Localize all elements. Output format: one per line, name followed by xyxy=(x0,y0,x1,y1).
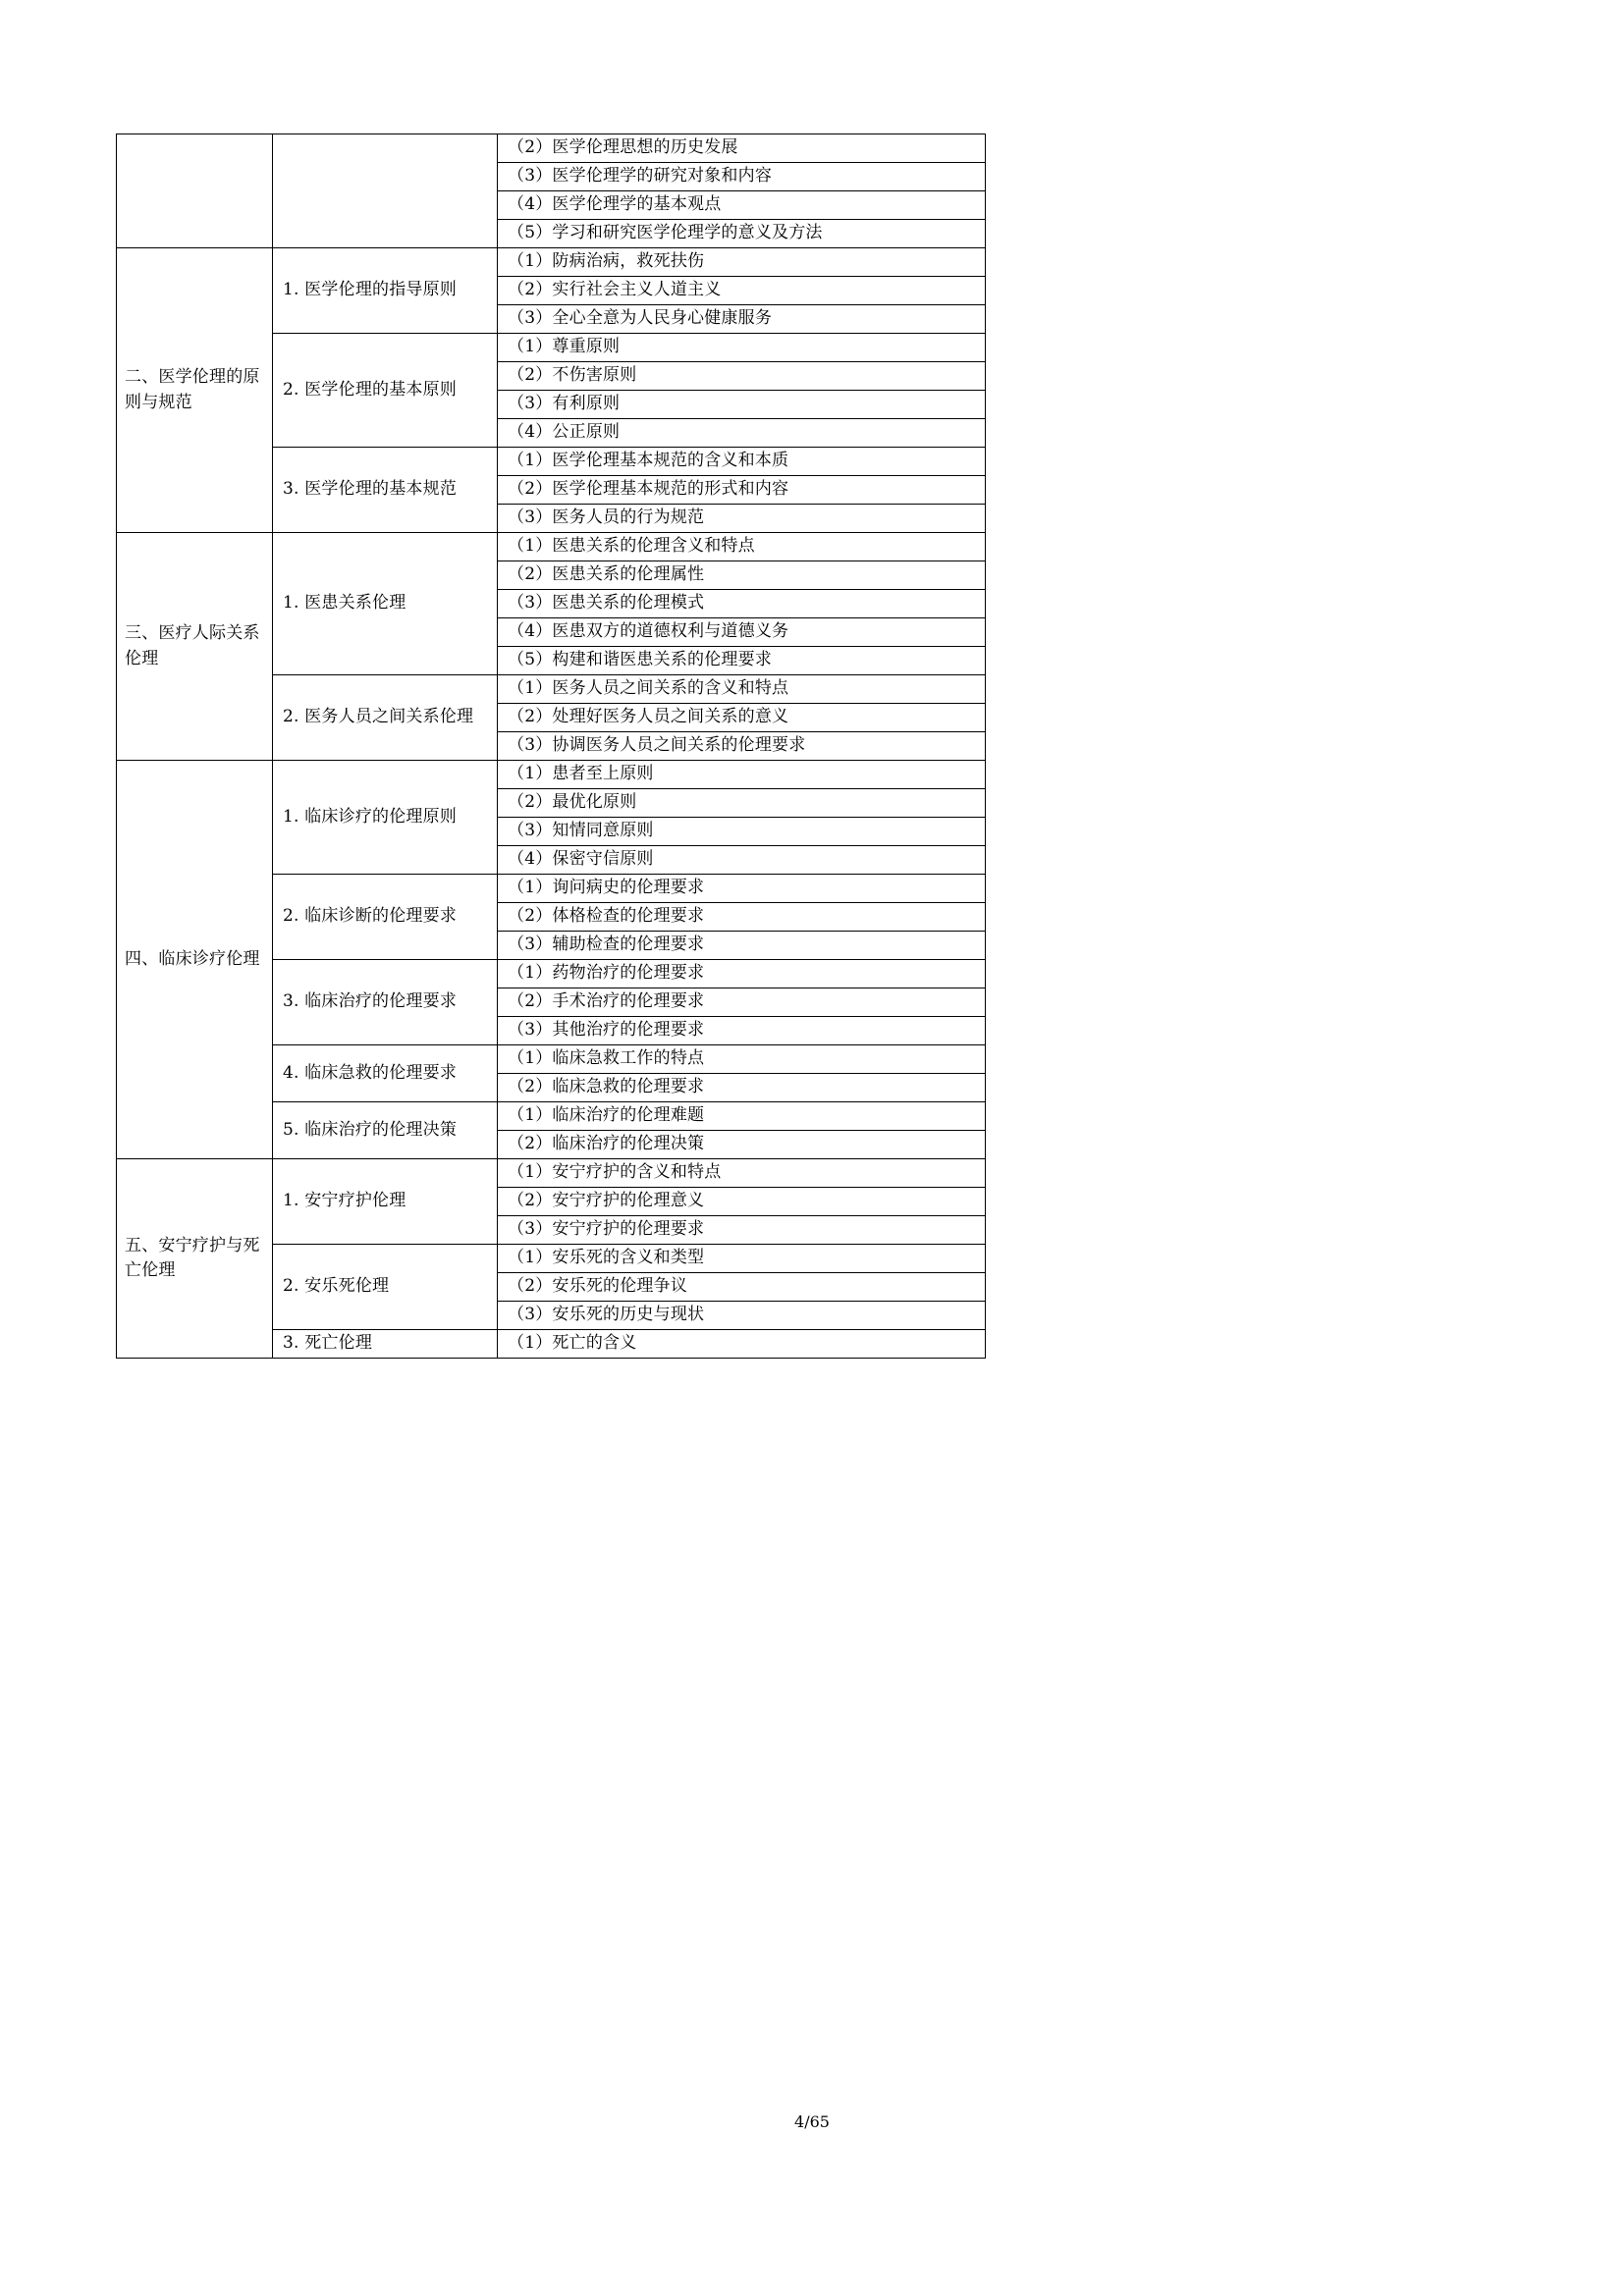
item-cell: （2）临床急救的伦理要求 xyxy=(498,1074,986,1102)
chapter-cell: 二、医学伦理的原则与规范 xyxy=(117,248,273,533)
item-cell: （5）构建和谐医患关系的伦理要求 xyxy=(498,647,986,675)
section-cell: 3. 临床治疗的伦理要求 xyxy=(273,960,498,1045)
item-cell: （2）处理好医务人员之间关系的意义 xyxy=(498,704,986,732)
table-row xyxy=(117,134,986,163)
item-cell: （2）安乐死的伦理争议 xyxy=(498,1273,986,1302)
syllabus-table-body xyxy=(117,134,986,1359)
section-cell: 2. 临床诊断的伦理要求 xyxy=(273,875,498,960)
section-cell xyxy=(273,134,498,248)
chapter-cell: 四、临床诊疗伦理 xyxy=(117,761,273,1159)
item-cell: （1）医患关系的伦理含义和特点 xyxy=(498,533,986,561)
item-cell: （3）安乐死的历史与现状 xyxy=(498,1302,986,1330)
item-cell: （4）公正原则 xyxy=(498,419,986,448)
item-cell: （1）医学伦理基本规范的含义和本质 xyxy=(498,448,986,476)
section-cell: 1. 医学伦理的指导原则 xyxy=(273,248,498,334)
syllabus-table xyxy=(116,133,986,1359)
item-cell: （1）临床急救工作的特点 xyxy=(498,1045,986,1074)
item-cell: （2）不伤害原则 xyxy=(498,362,986,391)
section-cell: 1. 安宁疗护伦理 xyxy=(273,1159,498,1245)
item-cell: （2）临床治疗的伦理决策 xyxy=(498,1131,986,1159)
table-row xyxy=(117,248,986,277)
section-cell: 2. 医学伦理的基本原则 xyxy=(273,334,498,448)
item-cell: （2）实行社会主义人道主义 xyxy=(498,277,986,305)
chapter-cell: 三、医疗人际关系伦理 xyxy=(117,533,273,761)
item-cell: （3）安宁疗护的伦理要求 xyxy=(498,1216,986,1245)
item-cell: （1）防病治病，救死扶伤 xyxy=(498,248,986,277)
item-cell: （3）知情同意原则 xyxy=(498,818,986,846)
table-row xyxy=(117,1159,986,1188)
item-cell: （3）辅助检查的伦理要求 xyxy=(498,932,986,960)
item-cell: （2）安宁疗护的伦理意义 xyxy=(498,1188,986,1216)
item-cell: （1）安乐死的含义和类型 xyxy=(498,1245,986,1273)
item-cell: （3）有利原则 xyxy=(498,391,986,419)
section-cell: 3. 死亡伦理 xyxy=(273,1330,498,1359)
item-cell: （2）医学伦理思想的历史发展 xyxy=(498,134,986,163)
item-cell: （3）医务人员的行为规范 xyxy=(498,505,986,533)
section-cell: 4. 临床急救的伦理要求 xyxy=(273,1045,498,1102)
item-cell: （1）临床治疗的伦理难题 xyxy=(498,1102,986,1131)
item-cell: （3）其他治疗的伦理要求 xyxy=(498,1017,986,1045)
chapter-cell: 五、安宁疗护与死亡伦理 xyxy=(117,1159,273,1359)
item-cell: （3）医学伦理学的研究对象和内容 xyxy=(498,163,986,191)
table-row xyxy=(117,533,986,561)
item-cell: （4）保密守信原则 xyxy=(498,846,986,875)
item-cell: （4）医患双方的道德权利与道德义务 xyxy=(498,618,986,647)
item-cell: （1）药物治疗的伦理要求 xyxy=(498,960,986,988)
item-cell: （1）安宁疗护的含义和特点 xyxy=(498,1159,986,1188)
item-cell: （1）尊重原则 xyxy=(498,334,986,362)
item-cell: （5）学习和研究医学伦理学的意义及方法 xyxy=(498,220,986,248)
item-cell: （2）体格检查的伦理要求 xyxy=(498,903,986,932)
section-cell: 5. 临床治疗的伦理决策 xyxy=(273,1102,498,1159)
item-cell: （1）询问病史的伦理要求 xyxy=(498,875,986,903)
table-row xyxy=(117,761,986,789)
page-number: 4/65 xyxy=(794,2112,830,2131)
section-cell: 3. 医学伦理的基本规范 xyxy=(273,448,498,533)
chapter-cell xyxy=(117,134,273,248)
item-cell: （1）患者至上原则 xyxy=(498,761,986,789)
item-cell: （3）协调医务人员之间关系的伦理要求 xyxy=(498,732,986,761)
section-cell: 1. 医患关系伦理 xyxy=(273,533,498,675)
item-cell: （3）医患关系的伦理模式 xyxy=(498,590,986,618)
item-cell: （2）手术治疗的伦理要求 xyxy=(498,988,986,1017)
item-cell: （1）医务人员之间关系的含义和特点 xyxy=(498,675,986,704)
item-cell: （3）全心全意为人民身心健康服务 xyxy=(498,305,986,334)
section-cell: 2. 医务人员之间关系伦理 xyxy=(273,675,498,761)
item-cell: （1）死亡的含义 xyxy=(498,1330,986,1359)
section-cell: 2. 安乐死伦理 xyxy=(273,1245,498,1330)
section-cell: 1. 临床诊疗的伦理原则 xyxy=(273,761,498,875)
item-cell: （4）医学伦理学的基本观点 xyxy=(498,191,986,220)
item-cell: （2）最优化原则 xyxy=(498,789,986,818)
item-cell: （2）医学伦理基本规范的形式和内容 xyxy=(498,476,986,505)
item-cell: （2）医患关系的伦理属性 xyxy=(498,561,986,590)
